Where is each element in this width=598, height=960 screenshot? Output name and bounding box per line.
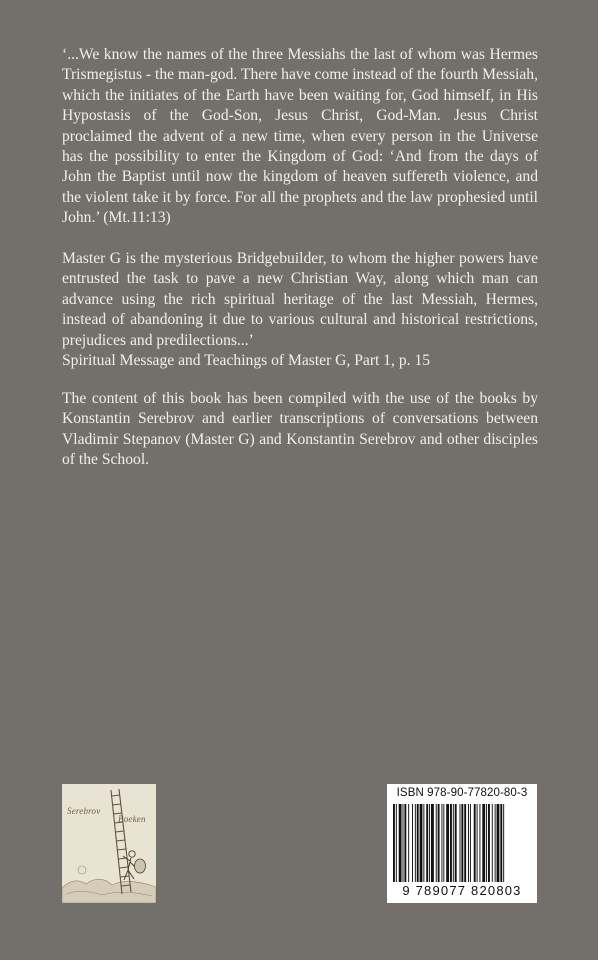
quote-source: Spiritual Message and Teachings of Master G, Part 1, p. 15 — [62, 352, 431, 370]
barcode-bar — [492, 804, 493, 882]
isbn-barcode — [387, 784, 537, 903]
barcode-bar — [503, 804, 504, 882]
barcode-bar — [443, 804, 444, 882]
barcode-bar — [431, 804, 434, 882]
barcode-bar — [426, 804, 428, 882]
isbn-label: ISBN 978-90-77820-80-3 — [396, 787, 528, 799]
book-content-note: The content of this book has been compiled with the use of the books by Konstantin Serebrov and earlier transcriptions of conversations between Vladimir Stepanov (Master G) and Konstantin Serebrov and other disciples of the School. — [62, 390, 538, 469]
barcode-bar — [408, 804, 409, 882]
barcode-bar — [438, 804, 440, 882]
barcode-bar — [497, 804, 500, 882]
barcode-bar — [450, 804, 452, 882]
barcode-bar — [479, 804, 480, 882]
barcode-bar — [403, 804, 404, 882]
barcode-bars — [393, 804, 531, 892]
master-g-paragraph — [62, 249, 538, 371]
publisher-logo — [62, 784, 156, 903]
barcode-bar — [420, 804, 423, 882]
barcode-bar — [461, 804, 463, 882]
barcode-bar — [412, 804, 413, 882]
back-cover-quote-paragraph: ‘...We know the names of the three Messiahs the last of whom was Hermes Trismegistus - the man-god. There have come instead of the fourth Messiah, which the initiates of the Earth have been waiting for, God himself, in His Hypostasis of the God-Son, Jesus Christ, God-Man. Jesus Christ proclaimed the advent of a new time, when every person in the Universe has the possibility to enter the Kingdom of God: ‘And from the days of John the Baptist until now the kingdom of heaven suffereth violence, and the violent take it by force. For all the prophets and the law prophesied until John.’ (Mt.11:13) — [62, 46, 538, 227]
barcode-bar — [436, 804, 437, 882]
barcode-bar — [464, 804, 466, 882]
barcode-bar — [441, 804, 442, 882]
publisher-name-line1: Serebrov — [67, 806, 101, 816]
barcode-bar — [399, 804, 402, 882]
barcode-bar — [415, 804, 416, 882]
barcode-bar — [429, 804, 430, 882]
barcode-bar — [482, 804, 485, 882]
barcode-bar — [455, 804, 457, 882]
barcode-bar — [488, 804, 490, 882]
barcode-bar — [417, 804, 419, 882]
barcode-digits: 9 789077 820803 — [402, 883, 522, 898]
barcode-bar — [393, 804, 395, 882]
barcode-bar — [404, 804, 406, 882]
barcode-bar — [423, 804, 424, 882]
barcode-bar — [446, 804, 449, 882]
barcode-bar — [474, 804, 476, 882]
barcode-bar — [500, 804, 502, 882]
barcode-bar — [468, 804, 469, 882]
barcode-bar — [453, 804, 454, 882]
barcode-bar — [460, 804, 461, 882]
barcode-bar — [470, 804, 471, 882]
ladder-illustration — [62, 784, 156, 903]
publisher-name-line2: Boeken — [118, 814, 146, 824]
barcode-bar — [486, 804, 487, 882]
barcode-bar — [396, 804, 397, 882]
barcode-bar — [477, 804, 478, 882]
barcode-bar — [495, 804, 496, 882]
master-g-text: Master G is the mysterious Bridgebuilder, to whom the higher powers have entrusted the task to pave a new Christian Way, along which man can advance using the rich spiritual heritage of the last Messiah, Hermes, instead of abandoning it due to various cultural and historical restrictions, prejudices and predilections...’ — [62, 250, 538, 349]
